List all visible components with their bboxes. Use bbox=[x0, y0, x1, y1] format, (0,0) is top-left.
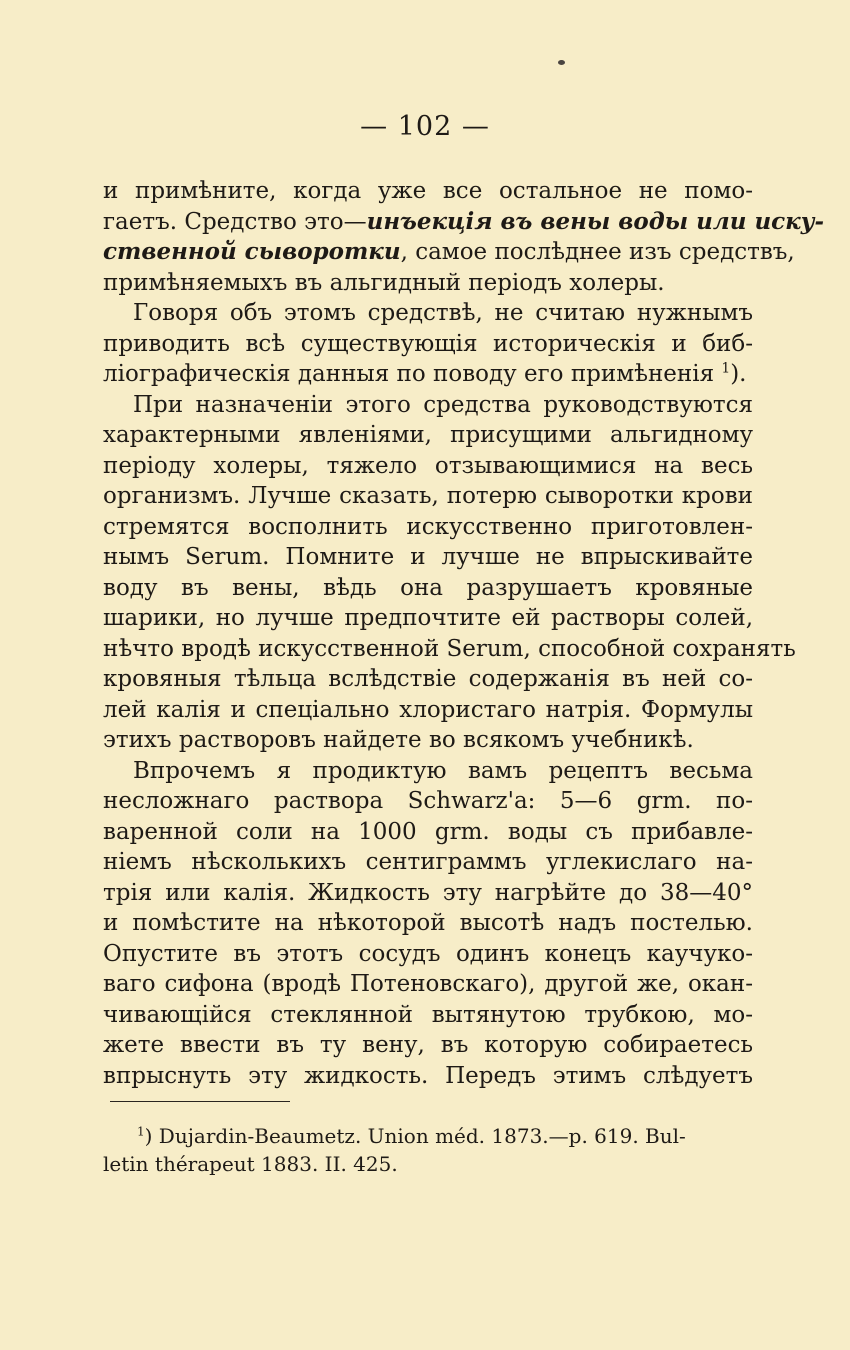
text-line bbox=[103, 359, 753, 390]
text-line bbox=[103, 847, 753, 878]
text-line bbox=[103, 1000, 753, 1031]
text-line bbox=[103, 542, 753, 573]
text-run: приводить всѣ существующія историческія и биб- bbox=[103, 330, 753, 357]
emphasized-text: ственной сыворотки bbox=[103, 238, 401, 265]
text-run: періоду холеры, тяжело отзывающимися на весь bbox=[103, 452, 753, 479]
text-run: ). bbox=[730, 361, 747, 387]
text-line bbox=[103, 786, 753, 817]
text-run: организмъ. Лучше сказать, потерю сыворотки крови bbox=[103, 483, 753, 509]
text-line bbox=[103, 573, 753, 604]
text-run: Опустите въ этотъ сосудъ одинъ конецъ каучуко- bbox=[103, 940, 753, 967]
text-run: Говоря объ этомъ средствѣ, не считаю нужнымъ bbox=[133, 300, 753, 326]
text-line bbox=[103, 1061, 753, 1092]
text-line bbox=[103, 207, 825, 238]
text-line bbox=[103, 1030, 753, 1061]
text-run: жете ввести въ ту вену, въ которую собираетесь bbox=[103, 1032, 753, 1058]
text-line bbox=[103, 634, 796, 665]
text-line bbox=[103, 237, 795, 268]
text-run: , самое послѣднее изъ средствъ, bbox=[400, 239, 795, 265]
text-line bbox=[103, 908, 753, 939]
text-line bbox=[103, 420, 753, 451]
emphasized-text: инъекція въ вены воды или иску- bbox=[366, 207, 825, 235]
text-run: этихъ растворовъ найдете во всякомъ учебникѣ. bbox=[103, 727, 694, 753]
footnote-marker: 1 bbox=[137, 1124, 145, 1139]
text-line bbox=[103, 878, 753, 909]
text-run: letin thérapeut 1883. II. 425. bbox=[103, 1152, 398, 1176]
text-run: ваго сифона (вродѣ Потеновскаго), другой же, окан- bbox=[103, 971, 753, 997]
text-line bbox=[103, 603, 753, 634]
text-run: Впрочемъ я продиктую вамъ рецептъ весьма bbox=[133, 757, 753, 784]
page-number: — 102 — bbox=[360, 111, 490, 142]
text-run: и примѣните, когда уже все остальное не помо- bbox=[103, 178, 753, 204]
text-line bbox=[103, 725, 753, 756]
text-line bbox=[103, 664, 753, 695]
text-run: воду въ вены, вѣдь она разрушаетъ кровяные bbox=[103, 574, 753, 601]
text-run: лей калія и спеціально хлористаго натрія. Формулы bbox=[103, 696, 753, 723]
text-run: нѣчто вродѣ искусственной Serum, способной сохранять bbox=[103, 635, 796, 662]
footnote bbox=[103, 1122, 753, 1178]
text-run: варенной соли на 1000 grm. воды съ прибавле- bbox=[103, 818, 753, 845]
text-line bbox=[103, 817, 753, 848]
text-run: кровяныя тѣльца вслѣдствіе содержанія въ ней со- bbox=[103, 666, 753, 692]
text-line bbox=[103, 481, 753, 512]
text-run: впрыснуть эту жидкость. Передъ этимъ слѣдуетъ bbox=[103, 1062, 753, 1089]
ink-speck bbox=[558, 60, 565, 65]
text-run: гаетъ. Средство это— bbox=[103, 208, 367, 235]
text-line bbox=[103, 695, 753, 726]
text-line bbox=[103, 176, 753, 207]
text-run: чивающійся стеклянной вытянутою трубкою, мо- bbox=[103, 1001, 753, 1028]
text-line bbox=[103, 268, 753, 299]
text-line bbox=[103, 756, 753, 787]
text-line bbox=[103, 512, 753, 543]
footnote-marker: 1 bbox=[721, 360, 731, 377]
text-run: стремятся восполнить искусственно приготовлен- bbox=[103, 513, 753, 540]
text-run: ліографическія данныя по поводу его примѣненія bbox=[103, 361, 722, 387]
text-run: примѣняемыхъ въ альгидный періодъ холеры. bbox=[103, 269, 665, 296]
text-run: трія или калія. Жидкость эту нагрѣйте до 38—40° bbox=[103, 879, 753, 906]
text-line bbox=[103, 969, 753, 1000]
text-run: несложнаго раствора Schwarz'a: 5—6 grm. по- bbox=[103, 788, 753, 814]
footnote-line bbox=[103, 1150, 753, 1178]
text-line bbox=[103, 451, 753, 482]
text-run: При назначеніи этого средства руководствуются bbox=[133, 391, 753, 418]
text-line bbox=[103, 298, 753, 329]
text-run: и помѣстите на нѣкоторой высотѣ надъ постелью. bbox=[103, 910, 753, 936]
text-run: ніемъ нѣсколькихъ сентиграммъ углекислаго на- bbox=[103, 849, 753, 875]
text-run: нымъ Serum. Помните и лучше не впрыскивайте bbox=[103, 544, 753, 570]
text-run: характерными явленіями, присущими альгидному bbox=[103, 422, 753, 448]
text-line bbox=[103, 390, 753, 421]
footnote-line bbox=[103, 1122, 753, 1150]
body-text bbox=[103, 176, 825, 1091]
text-line bbox=[103, 329, 753, 360]
text-line bbox=[103, 939, 753, 970]
footnote-rule bbox=[110, 1101, 290, 1102]
text-run: ) Dujardin-Beaumetz. Union méd. 1873.—p. 619. Bul- bbox=[144, 1124, 686, 1148]
text-run: шарики, но лучше предпочтите ей растворы солей, bbox=[103, 605, 753, 631]
